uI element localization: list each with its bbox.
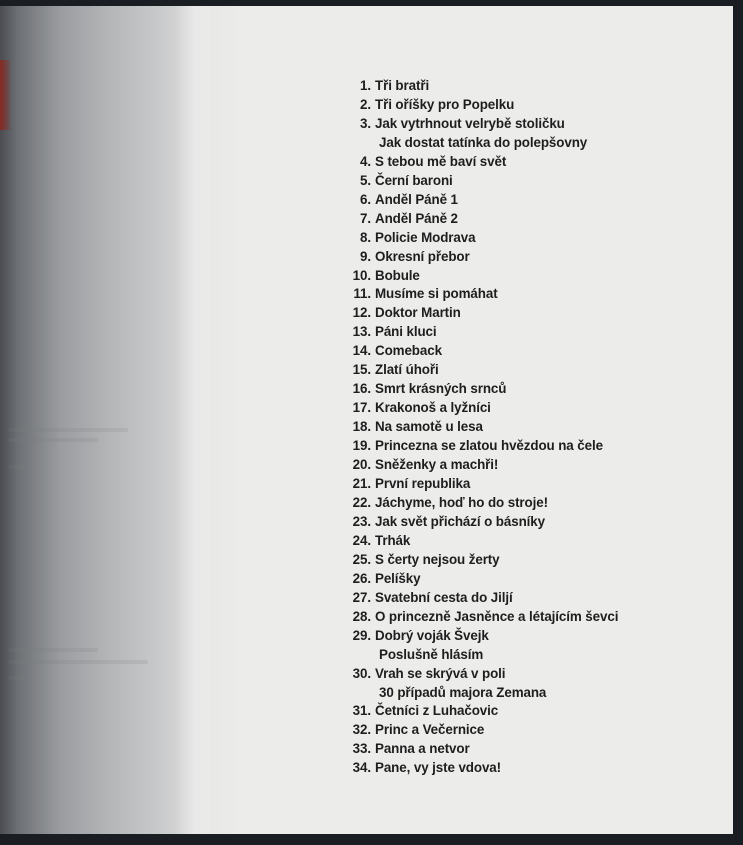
list-item (330, 248, 618, 267)
item-title: S tebou mě baví svět (375, 153, 507, 169)
list-item (330, 702, 618, 721)
item-number: 1. (360, 78, 371, 93)
item-title-block (375, 494, 548, 513)
item-title-block (375, 475, 470, 494)
list-item (330, 418, 618, 437)
bleed-through-text (8, 438, 98, 442)
item-number: 24. (352, 532, 371, 548)
item-number: 30. (352, 665, 371, 681)
list-item (330, 304, 618, 323)
list-item (330, 323, 618, 342)
item-title: Anděl Páně 2 (375, 210, 458, 226)
item-number: 16. (352, 381, 371, 397)
page-edge-red-mark (0, 60, 12, 130)
item-title: Tři oříšky pro Popelku (375, 96, 515, 112)
item-number: 21. (352, 476, 371, 492)
list-item (330, 740, 618, 759)
list-item (330, 191, 618, 210)
item-number: 32. (352, 722, 371, 738)
item-title-block (375, 285, 498, 304)
item-title: Trhák (375, 532, 411, 548)
item-title: Comeback (375, 343, 442, 359)
item-number: 6. (360, 191, 371, 207)
list-item (330, 399, 618, 418)
film-list (330, 77, 618, 778)
list-item (330, 342, 618, 361)
list-item (330, 115, 618, 134)
item-title-block (375, 96, 514, 115)
item-title: Zlatí úhoři (375, 362, 439, 378)
item-number: 26. (352, 570, 371, 586)
item-title: Dobrý voják Švejk (375, 627, 489, 643)
item-title-block (375, 172, 453, 191)
item-title: Vrah se skrývá v poli (375, 665, 506, 681)
item-title-block (375, 115, 565, 134)
item-number: 15. (352, 362, 371, 378)
item-title: Krakonoš a lyžníci (375, 400, 491, 416)
list-item (330, 361, 618, 380)
item-number: 25. (352, 551, 371, 567)
item-number: 11. (353, 286, 371, 302)
item-title-block (375, 248, 470, 267)
item-title-block (375, 437, 603, 456)
bleed-through-text (8, 676, 28, 680)
list-item (330, 513, 618, 532)
item-number: 23. (352, 513, 371, 529)
item-title: Princ a Večernice (375, 722, 485, 738)
bleed-through-text (8, 428, 128, 432)
item-number: 22. (352, 494, 371, 510)
item-title-block (375, 532, 410, 551)
list-item (330, 229, 618, 248)
item-title: Okresní přebor (375, 248, 470, 264)
list-item (330, 96, 618, 115)
item-title: Doktor Martin (375, 305, 461, 321)
item-number: 17. (352, 400, 371, 416)
list-item (330, 570, 618, 589)
item-title-block (375, 191, 458, 210)
list-item (330, 380, 618, 399)
item-title: Jak vytrhnout velrybě stoličku (375, 115, 565, 131)
item-title-block (375, 229, 475, 248)
list-item (330, 551, 618, 570)
item-title-block (375, 665, 505, 684)
list-item (330, 475, 618, 494)
list-item (330, 532, 618, 551)
item-number: 7. (360, 210, 371, 226)
item-number: 4. (360, 153, 371, 169)
item-title: Policie Modrava (375, 229, 476, 245)
bleed-through-text (8, 648, 98, 652)
item-title-block (375, 627, 489, 646)
item-title-block (375, 589, 513, 608)
item-number: 8. (360, 229, 371, 245)
item-title: Pane, vy jste vdova! (375, 760, 502, 776)
item-number: 10. (352, 267, 371, 283)
list-item (330, 172, 618, 191)
item-title: Smrt krásných srnců (375, 381, 507, 397)
item-number: 19. (352, 438, 371, 454)
list-item (330, 210, 618, 229)
item-title-block (375, 399, 491, 418)
item-title-block (375, 210, 458, 229)
item-title: O princezně Jasněnce a létajícím ševci (375, 608, 619, 624)
item-title: Svatební cesta do Jiljí (375, 589, 513, 605)
bleed-through-text (8, 465, 30, 469)
item-number: 2. (360, 96, 371, 112)
item-title-block (375, 759, 501, 778)
item-title: Na samotě u lesa (375, 419, 483, 435)
item-title: První republika (375, 476, 471, 492)
list-item (330, 437, 618, 456)
list-item (330, 77, 618, 96)
item-title-block (375, 323, 437, 342)
item-title-block (375, 740, 470, 759)
item-title-block (375, 456, 498, 475)
item-title: Pelíšky (375, 570, 421, 586)
item-number: 34. (352, 760, 371, 776)
item-number: 5. (360, 172, 371, 188)
item-number: 31. (352, 703, 371, 719)
item-title-block (375, 418, 483, 437)
item-title-block (375, 380, 506, 399)
list-item (330, 665, 618, 684)
item-number: 13. (352, 324, 371, 340)
item-subtitle: Jak dostat tatínka do polepšovny (379, 134, 588, 150)
bleed-through-text (8, 660, 148, 664)
item-title-block (375, 77, 429, 96)
item-title-block (375, 342, 442, 361)
item-number: 33. (352, 741, 371, 757)
item-number: 28. (352, 608, 371, 624)
item-title: Tři bratři (375, 78, 430, 93)
item-title-block (375, 570, 420, 589)
item-number: 14. (352, 343, 371, 359)
item-subtitle: Poslušně hlásím (379, 646, 484, 662)
item-title: S čerty nejsou žerty (375, 551, 500, 567)
item-title: Panna a netvor (375, 741, 470, 757)
item-number: 3. (360, 115, 371, 131)
list-item (330, 267, 618, 286)
item-number: 20. (352, 457, 371, 473)
item-number: 18. (352, 419, 371, 435)
item-title: Černí baroni (375, 172, 453, 188)
item-title: Anděl Páně 1 (375, 191, 458, 207)
item-title: Četníci z Luhačovic (375, 703, 499, 719)
item-title: Sněženky a machři! (375, 457, 499, 473)
item-title-block (375, 551, 500, 570)
item-title: Musíme si pomáhat (375, 286, 498, 302)
item-title-block (375, 153, 506, 172)
list-item (330, 721, 618, 740)
list-item (330, 494, 618, 513)
item-subtitle: 30 případů majora Zemana (379, 684, 547, 700)
list-item (330, 759, 618, 778)
item-title: Bobule (375, 267, 420, 283)
item-title: Jáchyme, hoď ho do stroje! (375, 494, 548, 510)
item-number: 12. (352, 305, 371, 321)
book-spine-shadow (175, 6, 215, 834)
item-title-block (375, 304, 461, 323)
item-title-block (375, 702, 498, 721)
item-title-block (375, 721, 484, 740)
item-title-block (375, 267, 420, 286)
list-item (330, 608, 618, 627)
list-item (330, 589, 618, 608)
item-title-block (375, 513, 545, 532)
list-item (330, 153, 618, 172)
item-title: Princezna se zlatou hvězdou na čele (375, 438, 603, 454)
item-title-block (375, 361, 439, 380)
list-item (330, 627, 618, 646)
list-item (330, 285, 618, 304)
list-item (330, 456, 618, 475)
item-number: 9. (360, 248, 371, 264)
item-number: 27. (352, 589, 371, 605)
item-title-block (375, 608, 618, 627)
item-number: 29. (352, 627, 371, 643)
item-title: Jak svět přichází o básníky (375, 513, 545, 529)
item-title: Páni kluci (375, 324, 437, 340)
